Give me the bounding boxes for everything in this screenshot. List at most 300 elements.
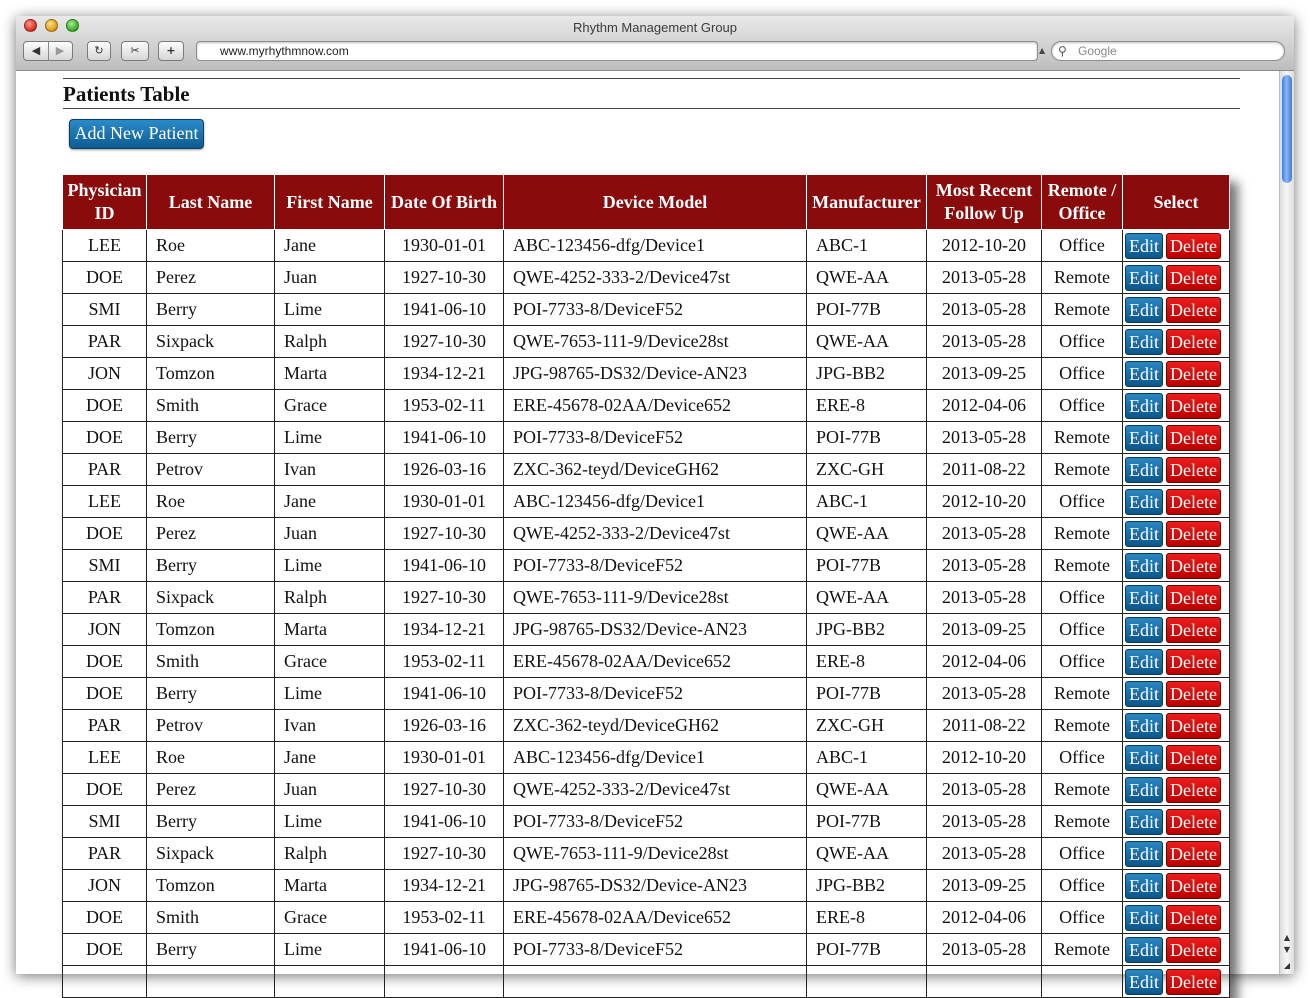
edit-button[interactable]: Edit — [1125, 777, 1163, 803]
physician-id-cell: SMI — [63, 550, 147, 582]
last-name-cell: Roe — [147, 486, 275, 518]
dob-cell — [385, 966, 504, 998]
physician-id-cell: JON — [63, 870, 147, 902]
snippet-icon[interactable]: ✂ — [121, 41, 149, 61]
last-name-cell: Tomzon — [147, 358, 275, 390]
add-tab-icon[interactable]: + — [158, 41, 184, 61]
remote-office-cell: Office — [1042, 838, 1123, 870]
last-name-cell: Smith — [147, 390, 275, 422]
edit-button[interactable]: Edit — [1125, 297, 1163, 323]
search-placeholder: Google — [1078, 44, 1117, 58]
select-cell — [1123, 678, 1230, 710]
table-row — [63, 358, 1230, 390]
device-model-cell: JPG-98765-DS32/Device-AN23 — [504, 358, 807, 390]
table-row — [63, 806, 1230, 838]
follow-up-cell: 2013-09-25 — [927, 358, 1042, 390]
physician-id-cell: LEE — [63, 486, 147, 518]
table-row — [63, 422, 1230, 454]
delete-button[interactable]: Delete — [1166, 425, 1221, 451]
table-row — [63, 678, 1230, 710]
remote-office-cell: Remote — [1042, 454, 1123, 486]
manufacturer-cell: ZXC-GH — [807, 710, 927, 742]
edit-button[interactable]: Edit — [1125, 521, 1163, 547]
edit-button[interactable]: Edit — [1125, 489, 1163, 515]
select-cell — [1123, 710, 1230, 742]
manufacturer-cell: ZXC-GH — [807, 454, 927, 486]
edit-button[interactable]: Edit — [1125, 457, 1163, 483]
delete-button[interactable]: Delete — [1166, 809, 1221, 835]
physician-id-cell: DOE — [63, 646, 147, 678]
physician-id-cell: PAR — [63, 454, 147, 486]
first-name-cell: Juan — [275, 774, 385, 806]
remote-office-cell: Office — [1042, 230, 1123, 262]
edit-button[interactable]: Edit — [1125, 745, 1163, 771]
edit-button[interactable]: Edit — [1125, 681, 1163, 707]
select-cell — [1123, 294, 1230, 326]
remote-office-cell: Remote — [1042, 518, 1123, 550]
remote-office-cell: Office — [1042, 742, 1123, 774]
select-cell — [1123, 454, 1230, 486]
last-name-cell: Smith — [147, 902, 275, 934]
edit-button[interactable]: Edit — [1125, 873, 1163, 899]
delete-button[interactable]: Delete — [1166, 713, 1221, 739]
remote-office-cell: Office — [1042, 646, 1123, 678]
follow-up-cell: 2013-05-28 — [927, 262, 1042, 294]
physician-id-cell: DOE — [63, 934, 147, 966]
delete-button[interactable]: Delete — [1166, 521, 1221, 547]
search-field[interactable] — [1051, 41, 1285, 61]
table-row — [63, 742, 1230, 774]
table-row — [63, 486, 1230, 518]
first-name-cell: Juan — [275, 518, 385, 550]
header-manufacturer[interactable]: Manufacturer — [807, 175, 927, 230]
physician-id-cell: PAR — [63, 582, 147, 614]
header-first-name[interactable]: First Name — [275, 175, 385, 230]
manufacturer-cell: ERE-8 — [807, 646, 927, 678]
remote-office-cell: Remote — [1042, 774, 1123, 806]
browser-toolbar — [16, 16, 1294, 71]
edit-button[interactable]: Edit — [1125, 905, 1163, 931]
dob-cell: 1934-12-21 — [385, 358, 504, 390]
select-cell — [1123, 390, 1230, 422]
follow-up-cell: 2013-05-28 — [927, 422, 1042, 454]
last-name-cell: Petrov — [147, 710, 275, 742]
dob-cell: 1941-06-10 — [385, 422, 504, 454]
device-model-cell: POI-7733-8/DeviceF52 — [504, 550, 807, 582]
remote-office-cell: Office — [1042, 486, 1123, 518]
first-name-cell: Marta — [275, 358, 385, 390]
manufacturer-cell: POI-77B — [807, 422, 927, 454]
first-name-cell: Jane — [275, 486, 385, 518]
vertical-scrollbar[interactable] — [1279, 71, 1294, 974]
delete-button[interactable]: Delete — [1166, 489, 1221, 515]
follow-up-cell: 2012-10-20 — [927, 230, 1042, 262]
dob-cell: 1953-02-11 — [385, 646, 504, 678]
remote-office-cell: Office — [1042, 902, 1123, 934]
reload-icon[interactable]: ↻ — [87, 41, 111, 61]
manufacturer-cell: POI-77B — [807, 678, 927, 710]
remote-office-cell: Remote — [1042, 262, 1123, 294]
first-name-cell: Lime — [275, 934, 385, 966]
select-cell — [1123, 486, 1230, 518]
page-content — [16, 71, 1280, 992]
dob-cell: 1934-12-21 — [385, 870, 504, 902]
manufacturer-cell: ABC-1 — [807, 230, 927, 262]
device-model-cell: QWE-4252-333-2/Device47st — [504, 774, 807, 806]
select-cell — [1123, 614, 1230, 646]
manufacturer-cell: JPG-BB2 — [807, 358, 927, 390]
table-row — [63, 838, 1230, 870]
remote-office-cell: Remote — [1042, 550, 1123, 582]
remote-office-cell — [1042, 966, 1123, 998]
delete-button[interactable]: Delete — [1166, 937, 1221, 963]
manufacturer-cell: ERE-8 — [807, 390, 927, 422]
first-name-cell: Grace — [275, 902, 385, 934]
remote-office-cell: Remote — [1042, 422, 1123, 454]
edit-button[interactable]: Edit — [1125, 233, 1163, 259]
physician-id-cell: JON — [63, 358, 147, 390]
dob-cell: 1926-03-16 — [385, 710, 504, 742]
physician-id-cell: DOE — [63, 390, 147, 422]
first-name-cell: Jane — [275, 742, 385, 774]
select-cell — [1123, 774, 1230, 806]
select-cell — [1123, 582, 1230, 614]
last-name-cell: Roe — [147, 742, 275, 774]
follow-up-cell: 2013-05-28 — [927, 518, 1042, 550]
table-row — [63, 230, 1230, 262]
last-name-cell: Perez — [147, 774, 275, 806]
device-model-cell: ERE-45678-02AA/Device652 — [504, 902, 807, 934]
delete-button[interactable]: Delete — [1166, 745, 1221, 771]
scrollbar-thumb[interactable] — [1282, 75, 1292, 183]
device-model-cell: QWE-7653-111-9/Device28st — [504, 838, 807, 870]
back-forward-buttons — [23, 41, 73, 61]
delete-button[interactable]: Delete — [1166, 233, 1221, 259]
remote-office-cell: Remote — [1042, 678, 1123, 710]
dob-cell: 1927-10-30 — [385, 582, 504, 614]
dob-cell: 1941-06-10 — [385, 806, 504, 838]
last-name-cell: Roe — [147, 230, 275, 262]
last-name-cell: Berry — [147, 934, 275, 966]
patients-table-container — [62, 174, 1230, 998]
physician-id-cell: JON — [63, 614, 147, 646]
physician-id-cell: DOE — [63, 422, 147, 454]
manufacturer-cell: ERE-8 — [807, 902, 927, 934]
edit-button[interactable]: Edit — [1125, 937, 1163, 963]
dob-cell: 1941-06-10 — [385, 550, 504, 582]
delete-button[interactable]: Delete — [1166, 841, 1221, 867]
patients-table — [62, 174, 1230, 998]
manufacturer-cell: QWE-AA — [807, 518, 927, 550]
select-cell — [1123, 230, 1230, 262]
follow-up-cell: 2013-09-25 — [927, 870, 1042, 902]
physician-id-cell: DOE — [63, 774, 147, 806]
forward-arrow-icon[interactable]: ▶ — [55, 44, 65, 57]
table-row — [63, 966, 1230, 998]
last-name-cell: Perez — [147, 518, 275, 550]
device-model-cell: QWE-4252-333-2/Device47st — [504, 262, 807, 294]
table-row — [63, 902, 1230, 934]
back-arrow-icon[interactable]: ◀ — [24, 42, 49, 60]
edit-button[interactable]: Edit — [1125, 361, 1163, 387]
physician-id-cell: LEE — [63, 230, 147, 262]
remote-office-cell: Remote — [1042, 294, 1123, 326]
table-row — [63, 870, 1230, 902]
follow-up-cell: 2013-09-25 — [927, 614, 1042, 646]
delete-button[interactable]: Delete — [1166, 361, 1221, 387]
select-cell — [1123, 966, 1230, 998]
edit-button[interactable]: Edit — [1125, 329, 1163, 355]
select-cell — [1123, 806, 1230, 838]
delete-button[interactable]: Delete — [1166, 329, 1221, 355]
manufacturer-cell: QWE-AA — [807, 262, 927, 294]
physician-id-cell: SMI — [63, 294, 147, 326]
manufacturer-cell: QWE-AA — [807, 774, 927, 806]
last-name-cell: Sixpack — [147, 838, 275, 870]
table-header-row — [63, 175, 1230, 230]
delete-button[interactable]: Delete — [1166, 265, 1221, 291]
first-name-cell: Lime — [275, 550, 385, 582]
last-name-cell: Tomzon — [147, 870, 275, 902]
table-row — [63, 710, 1230, 742]
manufacturer-cell: ABC-1 — [807, 486, 927, 518]
delete-button[interactable]: Delete — [1166, 585, 1221, 611]
delete-button[interactable]: Delete — [1166, 393, 1221, 419]
delete-button[interactable]: Delete — [1166, 905, 1221, 931]
table-row — [63, 646, 1230, 678]
dob-cell: 1930-01-01 — [385, 230, 504, 262]
manufacturer-cell: POI-77B — [807, 294, 927, 326]
remote-office-cell: Office — [1042, 870, 1123, 902]
physician-id-cell — [63, 966, 147, 998]
follow-up-cell: 2013-05-28 — [927, 550, 1042, 582]
browser-window — [16, 16, 1294, 992]
device-model-cell: POI-7733-8/DeviceF52 — [504, 806, 807, 838]
delete-button[interactable]: Delete — [1166, 969, 1221, 995]
last-name-cell — [147, 966, 275, 998]
follow-up-cell: 2013-05-28 — [927, 294, 1042, 326]
edit-button[interactable]: Edit — [1125, 265, 1163, 291]
follow-up-cell — [927, 966, 1042, 998]
header-device-model[interactable]: Device Model — [504, 175, 807, 230]
last-name-cell: Berry — [147, 422, 275, 454]
table-row — [63, 550, 1230, 582]
top-divider — [63, 78, 1240, 79]
manufacturer-cell: POI-77B — [807, 550, 927, 582]
dob-cell: 1927-10-30 — [385, 326, 504, 358]
edit-button[interactable]: Edit — [1125, 713, 1163, 739]
select-cell — [1123, 550, 1230, 582]
remote-office-cell: Office — [1042, 582, 1123, 614]
follow-up-cell: 2011-08-22 — [927, 454, 1042, 486]
header-physician-id[interactable]: Physician ID — [63, 175, 147, 230]
first-name-cell: Lime — [275, 806, 385, 838]
device-model-cell: ABC-123456-dfg/Device1 — [504, 742, 807, 774]
header-last-name[interactable]: Last Name — [147, 175, 275, 230]
header-follow-up[interactable]: Most Recent Follow Up — [927, 175, 1042, 230]
select-cell — [1123, 326, 1230, 358]
remote-office-cell: Remote — [1042, 934, 1123, 966]
physician-id-cell: PAR — [63, 710, 147, 742]
delete-button[interactable]: Delete — [1166, 297, 1221, 323]
select-cell — [1123, 518, 1230, 550]
last-name-cell: Sixpack — [147, 326, 275, 358]
header-date-of-birth[interactable]: Date Of Birth — [385, 175, 504, 230]
manufacturer-cell: QWE-AA — [807, 582, 927, 614]
remote-office-cell: Remote — [1042, 806, 1123, 838]
edit-button[interactable]: Edit — [1125, 425, 1163, 451]
dob-cell: 1926-03-16 — [385, 454, 504, 486]
edit-button[interactable]: Edit — [1125, 553, 1163, 579]
dob-cell: 1927-10-30 — [385, 518, 504, 550]
first-name-cell: Marta — [275, 614, 385, 646]
follow-up-cell: 2013-05-28 — [927, 326, 1042, 358]
follow-up-cell: 2011-08-22 — [927, 710, 1042, 742]
edit-button[interactable]: Edit — [1125, 841, 1163, 867]
scroll-down-arrow-icon[interactable]: ▼ — [1283, 945, 1291, 954]
table-row — [63, 326, 1230, 358]
manufacturer-cell: POI-77B — [807, 934, 927, 966]
device-model-cell: ERE-45678-02AA/Device652 — [504, 390, 807, 422]
device-model-cell: QWE-7653-111-9/Device28st — [504, 582, 807, 614]
edit-button[interactable]: Edit — [1125, 617, 1163, 643]
scroll-up-arrow-icon[interactable]: ▲ — [1283, 933, 1291, 942]
follow-up-cell: 2013-05-28 — [927, 934, 1042, 966]
edit-button[interactable]: Edit — [1125, 809, 1163, 835]
dob-cell: 1941-06-10 — [385, 294, 504, 326]
device-model-cell: ABC-123456-dfg/Device1 — [504, 230, 807, 262]
select-cell — [1123, 358, 1230, 390]
delete-button[interactable]: Delete — [1166, 617, 1221, 643]
follow-up-cell: 2013-05-28 — [927, 806, 1042, 838]
dob-cell: 1934-12-21 — [385, 614, 504, 646]
select-cell — [1123, 838, 1230, 870]
follow-up-cell: 2012-10-20 — [927, 486, 1042, 518]
device-model-cell: POI-7733-8/DeviceF52 — [504, 294, 807, 326]
edit-button[interactable]: Edit — [1125, 585, 1163, 611]
header-remote-office[interactable]: Remote / Office — [1042, 175, 1123, 230]
follow-up-cell: 2012-04-06 — [927, 646, 1042, 678]
resize-grip-icon[interactable]: ◢ — [1283, 961, 1291, 970]
manufacturer-cell: JPG-BB2 — [807, 614, 927, 646]
follow-up-cell: 2013-05-28 — [927, 678, 1042, 710]
table-body — [63, 230, 1230, 998]
remote-office-cell: Office — [1042, 614, 1123, 646]
select-cell — [1123, 422, 1230, 454]
device-model-cell: QWE-7653-111-9/Device28st — [504, 326, 807, 358]
url-history-arrow-icon[interactable]: ▲ — [1039, 46, 1046, 55]
device-model-cell: JPG-98765-DS32/Device-AN23 — [504, 614, 807, 646]
table-row — [63, 294, 1230, 326]
table-row — [63, 934, 1230, 966]
device-model-cell: ZXC-362-teyd/DeviceGH62 — [504, 454, 807, 486]
dob-cell: 1927-10-30 — [385, 838, 504, 870]
page-title: Patients Table — [63, 82, 190, 106]
follow-up-cell: 2013-05-28 — [927, 838, 1042, 870]
physician-id-cell: DOE — [63, 518, 147, 550]
select-cell — [1123, 902, 1230, 934]
table-row — [63, 454, 1230, 486]
physician-id-cell: LEE — [63, 742, 147, 774]
edit-button[interactable]: Edit — [1125, 649, 1163, 675]
manufacturer-cell: QWE-AA — [807, 838, 927, 870]
table-row — [63, 390, 1230, 422]
remote-office-cell: Office — [1042, 358, 1123, 390]
select-cell — [1123, 870, 1230, 902]
last-name-cell: Berry — [147, 806, 275, 838]
last-name-cell: Smith — [147, 646, 275, 678]
physician-id-cell: DOE — [63, 262, 147, 294]
last-name-cell: Berry — [147, 550, 275, 582]
device-model-cell: QWE-4252-333-2/Device47st — [504, 518, 807, 550]
device-model-cell: ERE-45678-02AA/Device652 — [504, 646, 807, 678]
device-model-cell: POI-7733-8/DeviceF52 — [504, 422, 807, 454]
device-model-cell: POI-7733-8/DeviceF52 — [504, 934, 807, 966]
add-new-patient-button[interactable]: Add New Patient — [69, 119, 204, 149]
follow-up-cell: 2013-05-28 — [927, 774, 1042, 806]
device-model-cell: JPG-98765-DS32/Device-AN23 — [504, 870, 807, 902]
remote-office-cell: Remote — [1042, 710, 1123, 742]
dob-cell: 1953-02-11 — [385, 390, 504, 422]
physician-id-cell: PAR — [63, 326, 147, 358]
first-name-cell — [275, 966, 385, 998]
delete-button[interactable]: Delete — [1166, 457, 1221, 483]
delete-button[interactable]: Delete — [1166, 553, 1221, 579]
last-name-cell: Sixpack — [147, 582, 275, 614]
first-name-cell: Jane — [275, 230, 385, 262]
first-name-cell: Grace — [275, 390, 385, 422]
remote-office-cell: Office — [1042, 390, 1123, 422]
first-name-cell: Lime — [275, 422, 385, 454]
dob-cell: 1930-01-01 — [385, 486, 504, 518]
address-bar[interactable]: www.myrhythmnow.com — [196, 41, 1038, 61]
dob-cell: 1927-10-30 — [385, 774, 504, 806]
table-row — [63, 262, 1230, 294]
last-name-cell: Perez — [147, 262, 275, 294]
follow-up-cell: 2013-05-28 — [927, 582, 1042, 614]
select-cell — [1123, 262, 1230, 294]
delete-button[interactable]: Delete — [1166, 777, 1221, 803]
dob-cell: 1930-01-01 — [385, 742, 504, 774]
last-name-cell: Berry — [147, 294, 275, 326]
delete-button[interactable]: Delete — [1166, 873, 1221, 899]
dob-cell: 1941-06-10 — [385, 934, 504, 966]
edit-button[interactable]: Edit — [1125, 393, 1163, 419]
title-divider — [63, 108, 1240, 109]
remote-office-cell: Office — [1042, 326, 1123, 358]
first-name-cell: Lime — [275, 678, 385, 710]
table-row — [63, 614, 1230, 646]
delete-button[interactable]: Delete — [1166, 649, 1221, 675]
last-name-cell: Tomzon — [147, 614, 275, 646]
manufacturer-cell: JPG-BB2 — [807, 870, 927, 902]
device-model-cell: POI-7733-8/DeviceF52 — [504, 678, 807, 710]
select-cell — [1123, 742, 1230, 774]
manufacturer-cell: POI-77B — [807, 806, 927, 838]
first-name-cell: Ivan — [275, 454, 385, 486]
device-model-cell — [504, 966, 807, 998]
edit-button[interactable]: Edit — [1125, 969, 1163, 995]
table-row — [63, 774, 1230, 806]
device-model-cell: ABC-123456-dfg/Device1 — [504, 486, 807, 518]
dob-cell: 1953-02-11 — [385, 902, 504, 934]
delete-button[interactable]: Delete — [1166, 681, 1221, 707]
first-name-cell: Ralph — [275, 326, 385, 358]
dob-cell: 1941-06-10 — [385, 678, 504, 710]
physician-id-cell: DOE — [63, 678, 147, 710]
select-cell — [1123, 934, 1230, 966]
physician-id-cell: PAR — [63, 838, 147, 870]
